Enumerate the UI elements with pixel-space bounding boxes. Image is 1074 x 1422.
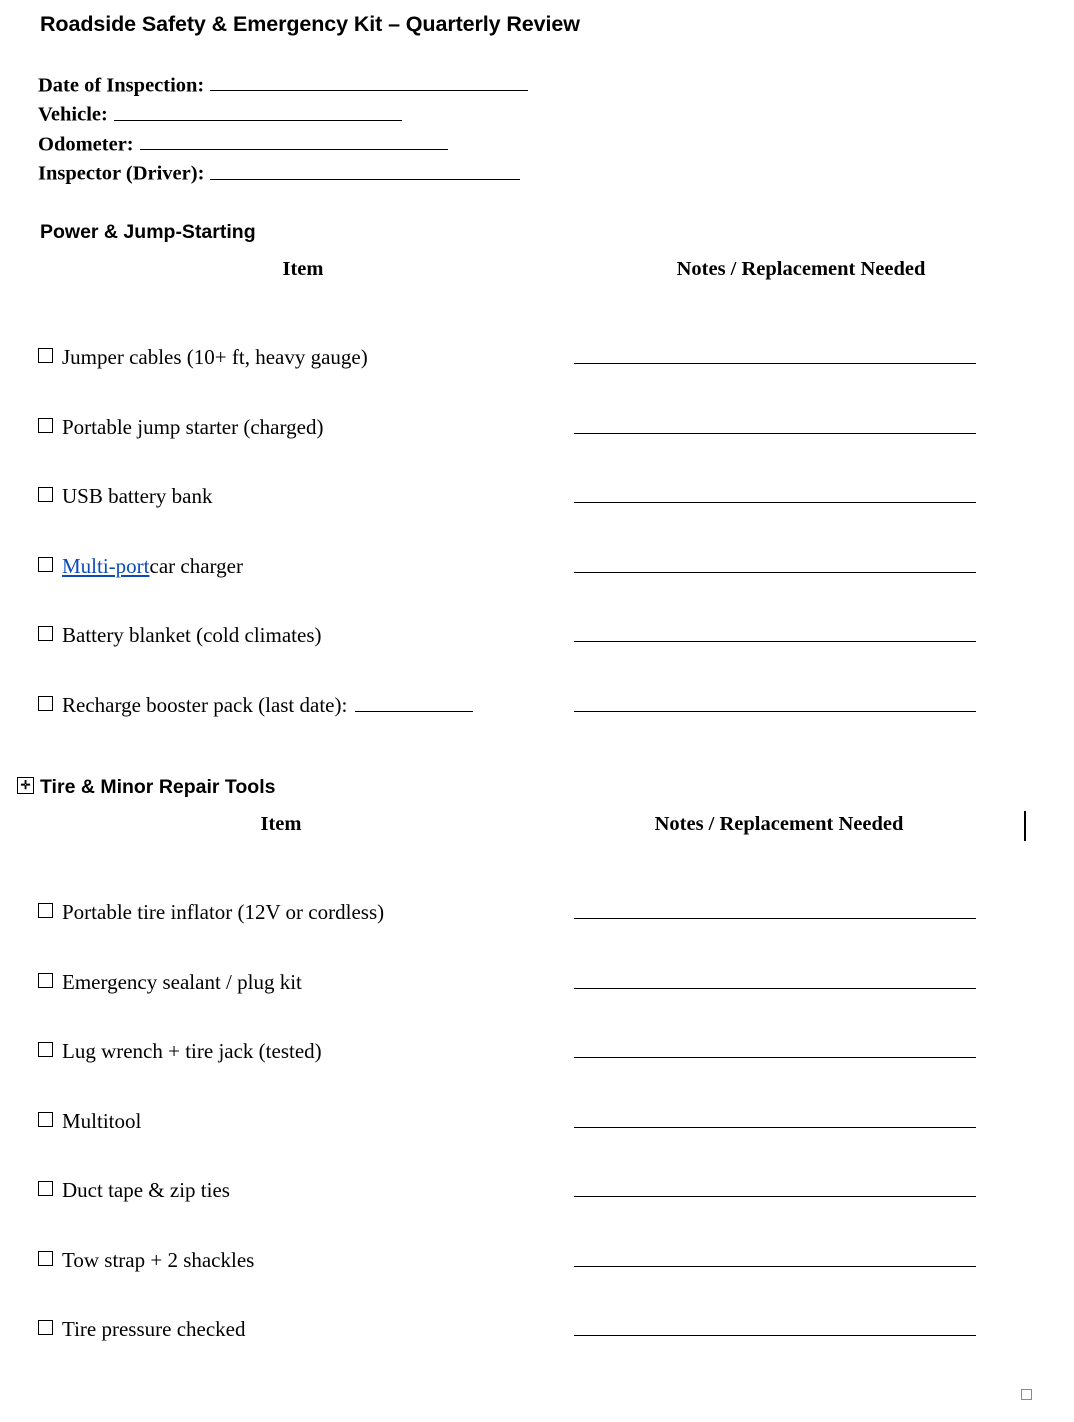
- item-label: Battery blanket (cold climates): [62, 623, 322, 648]
- item-label: Multitool: [62, 1108, 142, 1133]
- notes-blank[interactable]: [574, 433, 976, 434]
- field-label: Odometer:: [38, 133, 134, 156]
- checklist-item: [38, 899, 568, 925]
- notes-blank[interactable]: [574, 363, 976, 364]
- move-section-handle-icon[interactable]: ✛: [17, 777, 34, 794]
- field-vehicle: [38, 100, 1034, 129]
- checklist-row: [38, 995, 1034, 1065]
- checklist-row: [38, 370, 1034, 440]
- notes-blank[interactable]: [574, 572, 976, 573]
- checklist-item: [38, 1316, 568, 1342]
- last-date-blank[interactable]: [355, 691, 473, 712]
- field-odometer: [38, 130, 1034, 159]
- checkbox[interactable]: [38, 557, 53, 572]
- section-spacer: [38, 718, 1034, 776]
- item-label: Recharge booster pack (last date):: [62, 692, 348, 717]
- field-blank[interactable]: [210, 159, 520, 179]
- checklist-item: [38, 622, 568, 648]
- item-label: USB battery bank: [62, 484, 213, 509]
- checklist-row: [38, 1203, 1034, 1273]
- field-blank[interactable]: [210, 71, 528, 91]
- checklist-item: [38, 1108, 568, 1134]
- column-header-notes-label: Notes / Replacement Needed: [654, 812, 904, 835]
- checklist-item: [38, 1038, 568, 1064]
- notes-blank[interactable]: [574, 502, 976, 503]
- column-header-item: Item: [282, 257, 324, 280]
- checklist-item: [38, 969, 568, 995]
- checklist-row: [38, 856, 1034, 926]
- checklist-row: [38, 301, 1034, 371]
- checklist-row: [38, 1134, 1034, 1204]
- checkbox[interactable]: [38, 487, 53, 502]
- item-label: Duct tape & zip ties: [62, 1178, 230, 1203]
- item-label: Tow strap + 2 shackles: [62, 1247, 255, 1272]
- item-label: Portable tire inflator (12V or cordless): [62, 900, 385, 925]
- column-header-row: [38, 258, 1034, 281]
- notes-blank[interactable]: [574, 1127, 976, 1128]
- section-tire-minor-repair-tools: [20, 775, 1034, 1343]
- checkbox[interactable]: [38, 1042, 53, 1057]
- page-title: Roadside Safety & Emergency Kit – Quarterly Review: [40, 12, 580, 36]
- field-label: Inspector (Driver):: [38, 162, 205, 185]
- item-label: Tire pressure checked: [62, 1317, 246, 1342]
- column-header-row: [38, 813, 1034, 836]
- item-hyperlink[interactable]: Multi-port: [62, 553, 150, 578]
- checkbox[interactable]: [38, 1251, 53, 1266]
- section-heading-row: [20, 775, 1034, 799]
- field-blank[interactable]: [114, 100, 402, 120]
- checkbox[interactable]: [38, 1112, 53, 1127]
- section-heading: Tire & Minor Repair Tools: [40, 775, 276, 798]
- checklist-row: [38, 579, 1034, 649]
- checklist-item: [38, 1177, 568, 1203]
- field-label: Date of Inspection:: [38, 74, 205, 97]
- notes-blank[interactable]: [574, 641, 976, 642]
- checklist-rows-tire: [38, 856, 1034, 1343]
- checklist-item: [38, 483, 568, 509]
- checkbox[interactable]: [38, 903, 53, 918]
- checklist-row: [38, 509, 1034, 579]
- checkbox[interactable]: [38, 973, 53, 988]
- checkbox[interactable]: [38, 626, 53, 641]
- notes-blank[interactable]: [574, 918, 976, 919]
- item-label: Jumper cables (10+ ft, heavy gauge): [62, 345, 368, 370]
- field-inspector-driver: [38, 159, 1034, 188]
- checkbox[interactable]: [38, 1320, 53, 1335]
- checklist-row: [38, 440, 1034, 510]
- checklist-item: [38, 553, 568, 579]
- notes-blank[interactable]: [574, 1266, 976, 1267]
- notes-blank[interactable]: [574, 1335, 976, 1336]
- column-header-notes: [524, 813, 1034, 836]
- checklist-row: [38, 925, 1034, 995]
- item-label: Portable jump starter (charged): [62, 414, 324, 439]
- checklist-row: [38, 1273, 1034, 1343]
- notes-blank[interactable]: [574, 1196, 976, 1197]
- checklist-item: [38, 414, 568, 440]
- text-cursor-caret: [1024, 811, 1026, 841]
- checkbox[interactable]: [38, 418, 53, 433]
- checklist-item: [38, 691, 568, 718]
- item-label: car charger: [149, 553, 243, 578]
- column-header-notes: Notes / Replacement Needed: [676, 257, 926, 280]
- checkbox[interactable]: [38, 696, 53, 711]
- page-corner-marker-icon: [1021, 1389, 1032, 1400]
- section-power-jump-starting: [38, 221, 1034, 718]
- item-label: Emergency sealant / plug kit: [62, 969, 302, 994]
- field-label: Vehicle:: [38, 103, 108, 126]
- notes-blank[interactable]: [574, 988, 976, 989]
- field-date-of-inspection: [38, 71, 1034, 100]
- field-blank[interactable]: [140, 130, 448, 150]
- checklist-item: [38, 344, 568, 370]
- checklist-rows-power: [38, 301, 1034, 718]
- checklist-row: [38, 648, 1034, 718]
- notes-blank[interactable]: [574, 711, 976, 712]
- checkbox[interactable]: [38, 348, 53, 363]
- inspection-fields: [38, 71, 1034, 189]
- notes-blank[interactable]: [574, 1057, 976, 1058]
- checklist-item: [38, 1247, 568, 1273]
- section-heading: Power & Jump-Starting: [40, 220, 256, 243]
- item-label: Lug wrench + tire jack (tested): [62, 1039, 322, 1064]
- checkbox[interactable]: [38, 1181, 53, 1196]
- checklist-row: [38, 1064, 1034, 1134]
- column-header-item: Item: [260, 812, 302, 835]
